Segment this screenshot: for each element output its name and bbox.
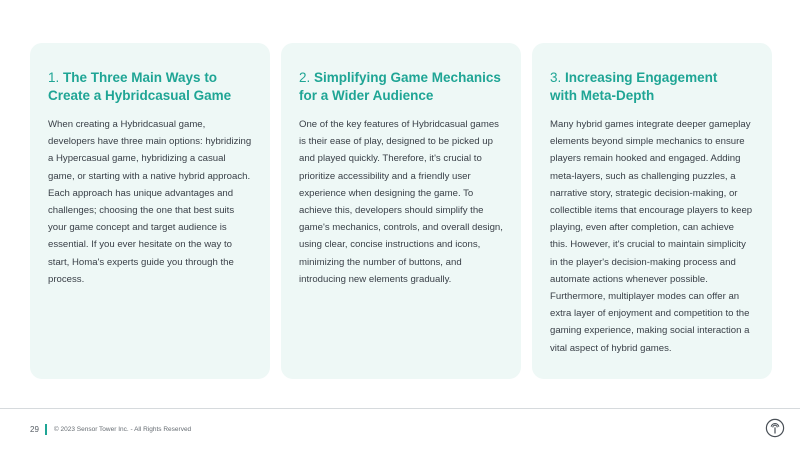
cards-row (30, 43, 772, 379)
sensor-tower-logo-icon (765, 418, 785, 438)
card-simplifying-mechanics (281, 43, 521, 379)
card-title-line1: Simplifying Game Mechanics (314, 70, 501, 85)
footer-separator (45, 424, 47, 435)
card-title-line2: Create a Hybridcasual Game (48, 88, 232, 103)
card-number: 1. (48, 70, 60, 85)
card-title (48, 69, 252, 105)
footer (30, 424, 191, 435)
card-three-main-ways (30, 43, 270, 379)
footer-divider (0, 408, 800, 409)
card-title (550, 69, 754, 105)
card-body: One of the key features of Hybridcasual games is their ease of play, designed to be picked up and played quickly. Therefore, it's crucial to prioritize accessibility and a friendly user experience when designing the game. To achieve this, developers should simplify the game's mechanics, controls, and overall design, using clear, concise instructions and icons, minimizing the number of buttons, and introducing new elements gradually. (299, 119, 503, 285)
page-number: 29 (30, 425, 39, 434)
card-number: 3. (550, 70, 562, 85)
card-title-line2: for a Wider Audience (299, 88, 434, 103)
card-meta-depth (532, 43, 772, 379)
card-body: When creating a Hybridcasual game, developers have three main options: hybridizing a Hypercasual game, hybridizing a casual game, or starting with a native hybrid approach. Each approach has unique advantages and challenges; choosing the one that best suits your game concept and target audience is essential. If you ever hesitate on the way to start, Homa's experts guide you through the process. (48, 119, 252, 285)
card-body: Many hybrid games integrate deeper gameplay elements beyond simple mechanics to ensure players remain hooked and engaged. Adding meta-layers, such as challenging puzzles, a narrative story, strategic decision-making, or collectible items that encourage players to keep playing, even after completion, can achieve this. However, it's crucial to maintain simplicity in the player's decision-making process and automate actions whenever possible. Furthermore, multiplayer modes can offer an extra layer of enjoyment and competition to the gaming experience, making social interaction a vital aspect of hybrid games. (550, 119, 753, 354)
card-title-line1: Increasing Engagement (565, 70, 718, 85)
card-title-line2: with Meta-Depth (550, 88, 655, 103)
card-number: 2. (299, 70, 311, 85)
copyright-text: © 2023 Sensor Tower Inc. - All Rights Reserved (53, 426, 192, 433)
card-title (299, 69, 503, 105)
card-title-line1: The Three Main Ways to (63, 70, 218, 85)
